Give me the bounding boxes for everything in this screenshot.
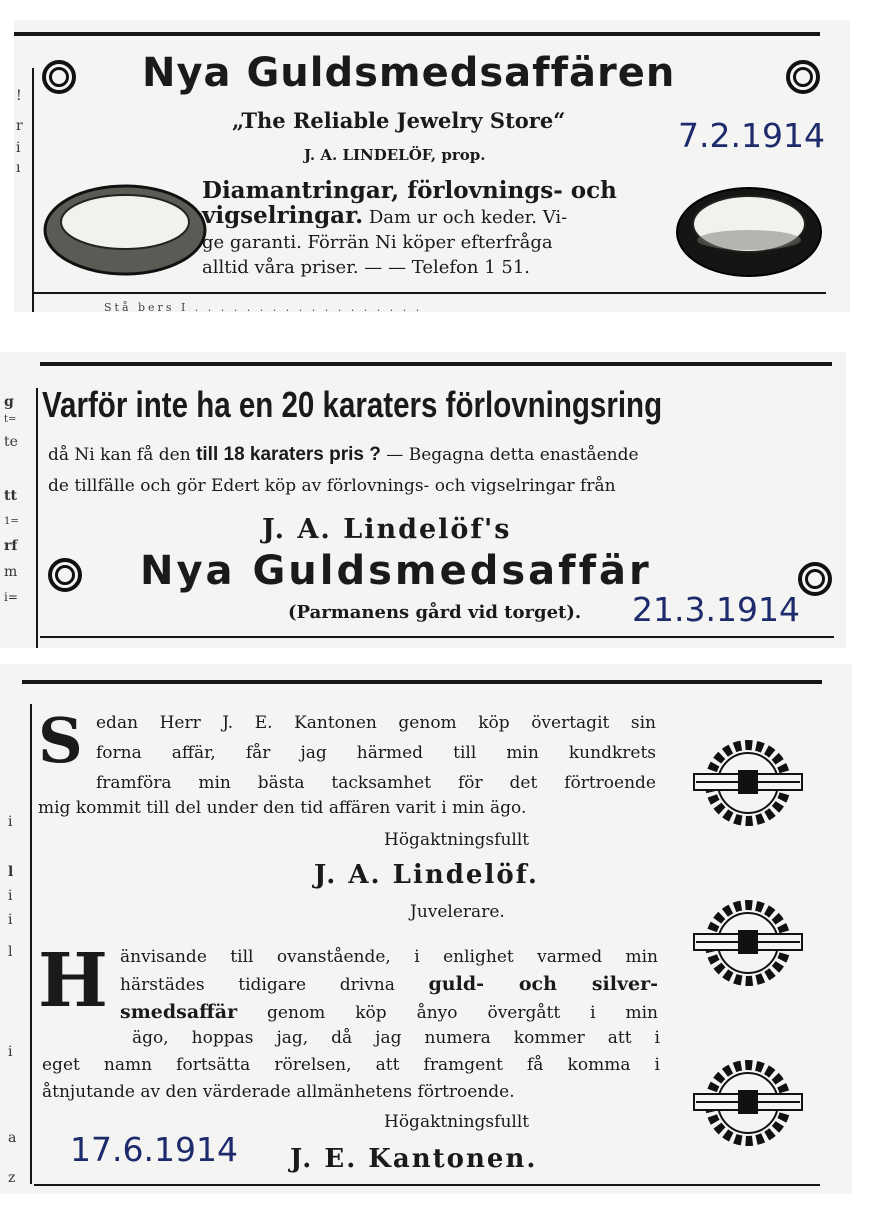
edge-letter: i= [4,590,18,604]
body-line: ge garanti. Förrän Ni köper efterfråga [202,232,553,253]
ornament-circle-icon [48,558,82,592]
headline: Varför inte ha en 20 karaters förlovningsring [42,384,663,425]
signature-name: J. A. Lindelöf. [314,860,539,890]
address: (Parmanens gård vid torget). [288,602,582,623]
edge-letter: l [8,864,14,880]
paragraph-2 [120,944,658,1027]
wreath-brooch-icon [690,1056,806,1150]
proprietor: J. A. LINDELÖF, prop. [304,146,486,164]
paragraph-1 [96,708,656,798]
p1-last-line: mig kommit till del under den tid affären varit i min ägo. [38,798,527,818]
edge-letter: z [8,1170,16,1186]
edge-letter: m [4,564,18,580]
body-text: då Ni kan få den [48,445,197,465]
edge-letter: i [8,912,13,928]
slogan: „The Reliable Jewelry Store“ [232,108,566,133]
body-bold-word: vigselringar. [202,202,364,229]
owner-name: J. A. Lindelöf's [262,514,512,545]
paragraph-2-cont [42,1025,660,1106]
edge-letter: rf [4,538,18,554]
body-text: härstädes tidigare drivna [120,975,429,995]
ad-clipping-1 [14,20,850,312]
signature-name: J. E. Kantonen. [290,1144,538,1174]
p1-line: edan Herr J. E. Kantonen genom köp övertagit sin [96,713,656,733]
p2-line [120,971,658,999]
closing: Högaktningsfullt [384,830,530,850]
drop-cap: H [38,938,108,1024]
p2-line: eget namn fortsätta rörelsen, att framgent få komma i [42,1055,660,1075]
drop-cap: S [38,704,83,777]
ornament-circle-icon [42,60,76,94]
top-rule [22,680,822,684]
edge-letter: g [4,394,14,410]
shop-name: Nya Guldsmedsaffären [142,50,676,96]
next-line-cut: Stå bers I . . . . . . . . . . . . . . . . . . [104,301,423,312]
p2-line: åtnjutande av den värderade allmänhetens förtroende. [42,1082,515,1102]
p1-line: forna affär, får jag härmed till min kundkrets [96,743,656,763]
edge-letter: ! [16,88,22,104]
edge-letter: l [8,944,13,960]
body-line-bold: Diamantringar, förlovnings- och [202,177,617,204]
body-bold-text: guld- och silver- [428,973,658,995]
p2-line: ägo, hoppas jag, då jag numera kommer att i [132,1028,660,1048]
body-line [202,203,617,230]
ad-body-line [48,444,639,466]
body-text: — Begagna detta enastående [380,445,639,465]
p1-line: framföra min bästa tacksamhet för det förtroende [96,773,656,793]
ad-clipping-2 [0,352,846,648]
wreath-brooch-icon [690,896,806,990]
body-text: Dam ur och keder. Vi- [363,207,568,228]
edge-letter: r [16,118,23,134]
top-rule [14,32,820,36]
ring-icon [674,180,824,280]
ad-body [202,178,617,280]
edge-letter: 1= [4,516,19,527]
signature-title: Juvelerare. [410,902,505,922]
edge-letter: t= [4,414,17,425]
ad-body-line: de tillfälle och gör Edert köp av förlovnings- och vigselringar från [48,476,616,496]
bottom-rule [32,292,826,294]
body-line: alltid våra priser. — — Telefon 1 51. [202,257,531,278]
left-border [36,388,38,648]
handwritten-date: 17.6.1914 [70,1130,238,1169]
wreath-brooch-icon [690,736,806,830]
bottom-rule [40,636,834,638]
closing: Högaktningsfullt [384,1112,530,1132]
edge-letter: i [8,888,13,904]
left-border [32,68,34,312]
edge-letter: tt [4,488,17,504]
p2-line: änvisande till ovanstående, i enlighet varmed min [120,947,658,967]
edge-letter: ı [16,160,21,176]
edge-letter: i [8,814,13,830]
body-bold-text: till 18 karaters pris ? [196,444,381,465]
edge-letter: i [8,1044,13,1060]
bottom-rule [34,1184,820,1186]
handwritten-date: 7.2.1914 [678,116,825,155]
body-text: genom köp ånyo övergått i min [237,1003,658,1023]
handwritten-date: 21.3.1914 [632,590,800,629]
top-rule [40,362,832,366]
p2-line [120,999,658,1027]
shop-name: Nya Guldsmedsaffär [140,548,652,594]
body-bold-text: smedsaffär [120,1001,238,1023]
edge-letter: a [8,1130,17,1146]
ornament-circle-icon [786,60,820,94]
edge-letter: i [16,140,21,156]
ad-clipping-3 [0,664,852,1194]
ring-icon [40,180,210,280]
left-border [30,704,32,1184]
edge-letter: te [4,434,18,450]
ornament-circle-icon [798,562,832,596]
